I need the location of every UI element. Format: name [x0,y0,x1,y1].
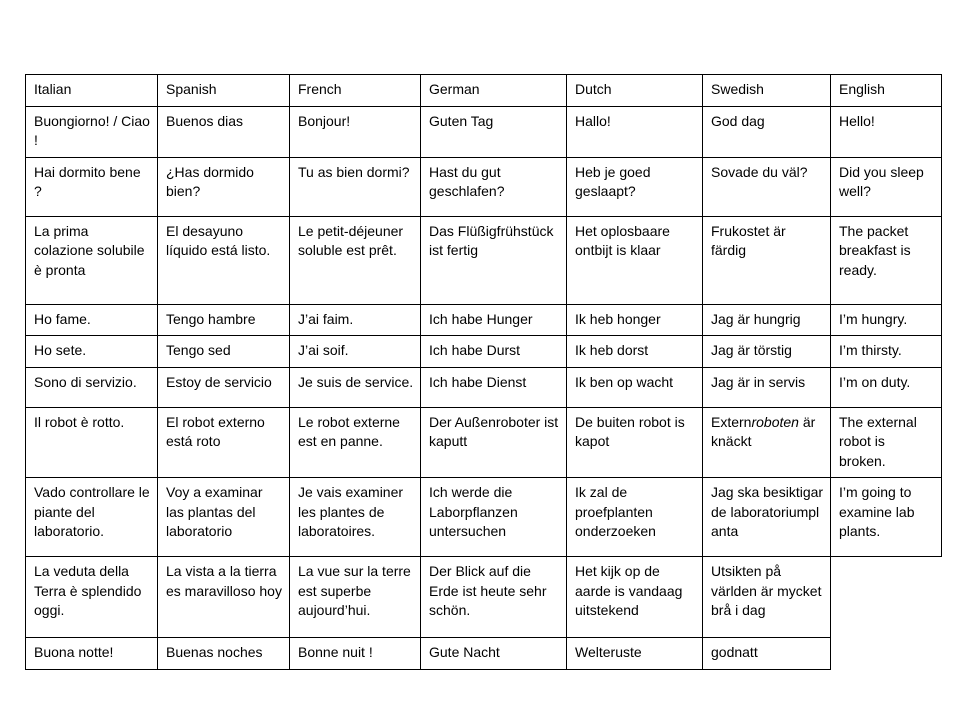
cell-italian: Ho fame. [26,304,158,336]
cell-dutch: Ik zal de proefplanten onderzoeken [567,478,703,557]
cell-english: Hello! [831,106,942,157]
header-german: German [421,75,567,107]
cell-italian: Buongiorno! / Ciao ! [26,106,158,157]
cell-dutch: Welteruste [567,638,703,670]
header-english: English [831,75,942,107]
cell-dutch: Hallo! [567,106,703,157]
cell-dutch: Ik heb dorst [567,336,703,368]
cell-spanish: Tengo sed [158,336,290,368]
cell-english: Did you sleep well? [831,157,942,216]
cell-french: Le robot externe est en panne. [290,407,421,478]
cell-german: Ich habe Hunger [421,304,567,336]
cell-german: Das Flüßigfrühstück ist fertig [421,216,567,304]
cell-english: I’m thirsty. [831,336,942,368]
cell-swedish: Jag är in servis [703,367,831,407]
cell-english: The packet breakfast is ready. [831,216,942,304]
table-row [26,367,942,407]
table-row [26,304,942,336]
table-row [26,157,942,216]
cell-italian: Sono di servizio. [26,367,158,407]
table-row [26,336,942,368]
header-swedish: Swedish [703,75,831,107]
cell-text-italic: roboten [751,413,799,430]
cell-text: är knäckt [711,413,816,449]
cell-french: J’ai soif. [290,336,421,368]
table-row [26,216,942,304]
cell-swedish [703,407,831,478]
cell-german: Hast du gut geschlafen? [421,157,567,216]
phrase-table [25,74,942,670]
table-row [26,557,942,638]
cell-dutch: Het oplosbaare ontbijt is klaar [567,216,703,304]
cell-french: Bonjour! [290,106,421,157]
cell-spanish: Voy a examinar las plantas del laboratorio [158,478,290,557]
cell-german: Ich werde die Laborpflanzen untersuchen [421,478,567,557]
cell-dutch: De buiten robot is kapot [567,407,703,478]
empty-cell [831,638,942,670]
header-spanish: Spanish [158,75,290,107]
cell-english: I’m going to examine lab plants. [831,478,942,557]
cell-german: Gute Nacht [421,638,567,670]
cell-french: Je vais examiner les plantes de laboratoires. [290,478,421,557]
cell-italian: Buona notte! [26,638,158,670]
header-dutch: Dutch [567,75,703,107]
cell-german: Der Blick auf die Erde ist heute sehr schön. [421,557,567,638]
cell-spanish: Buenas noches [158,638,290,670]
cell-french: Je suis de service. [290,367,421,407]
cell-swedish: Jag ska besiktigar de laboratoriumpl anta [703,478,831,557]
cell-german: Ich habe Durst [421,336,567,368]
cell-italian: La veduta della Terra è splendido oggi. [26,557,158,638]
cell-swedish: God dag [703,106,831,157]
header-row [26,75,942,107]
cell-dutch: Ik ben op wacht [567,367,703,407]
cell-dutch: Heb je goed geslaapt? [567,157,703,216]
cell-italian: Ho sete. [26,336,158,368]
cell-swedish: Utsikten på världen är mycket brå i dag [703,557,831,638]
cell-french: Tu as bien dormi? [290,157,421,216]
table-row [26,106,942,157]
cell-english: I’m hungry. [831,304,942,336]
header-italian: Italian [26,75,158,107]
cell-spanish: ¿Has dormido bien? [158,157,290,216]
cell-italian: Hai dormito bene ? [26,157,158,216]
cell-spanish: Buenos dias [158,106,290,157]
cell-german: Ich habe Dienst [421,367,567,407]
cell-german: Der Außenroboter ist kaputt [421,407,567,478]
cell-french: Le petit-déjeuner soluble est prêt. [290,216,421,304]
cell-spanish: El robot externo está roto [158,407,290,478]
cell-spanish: El desayuno líquido está listo. [158,216,290,304]
cell-swedish: Jag är hungrig [703,304,831,336]
cell-italian: Vado controllare le piante del laboratorio. [26,478,158,557]
cell-italian: La prima colazione solubile è pronta [26,216,158,304]
table-row [26,478,942,557]
empty-cell [831,557,942,638]
cell-spanish: Tengo hambre [158,304,290,336]
cell-spanish: La vista a la tierra es maravilloso hoy [158,557,290,638]
cell-german: Guten Tag [421,106,567,157]
cell-spanish: Estoy de servicio [158,367,290,407]
table-row [26,407,942,478]
cell-swedish: Sovade du väl? [703,157,831,216]
cell-french: Bonne nuit ! [290,638,421,670]
cell-dutch: Het kijk op de aarde is vandaag uitstekend [567,557,703,638]
cell-english: I’m on duty. [831,367,942,407]
cell-italian: Il robot è rotto. [26,407,158,478]
cell-swedish: Frukostet är färdig [703,216,831,304]
cell-swedish: Jag är törstig [703,336,831,368]
cell-text: Extern [711,413,752,430]
cell-swedish: godnatt [703,638,831,670]
header-french: French [290,75,421,107]
table-row [26,638,942,670]
cell-english: The external robot is broken. [831,407,942,478]
cell-french: La vue sur la terre est superbe aujourd’hui. [290,557,421,638]
cell-french: J’ai faim. [290,304,421,336]
cell-dutch: Ik heb honger [567,304,703,336]
